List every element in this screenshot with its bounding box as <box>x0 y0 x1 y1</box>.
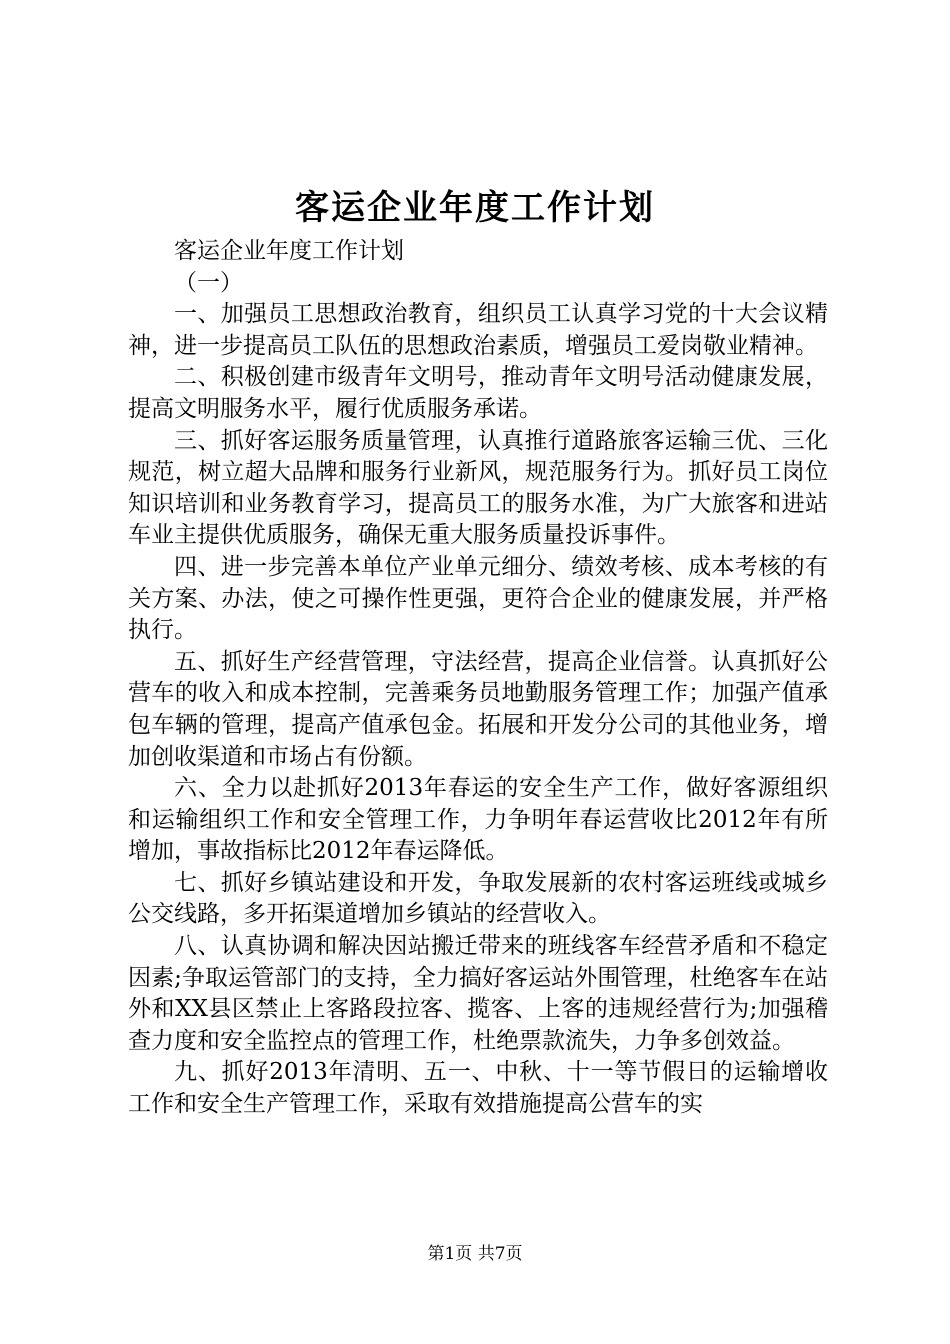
paragraph-subtitle: 客运企业年度工作计划 <box>174 238 404 264</box>
paragraph-item-9: 九、抓好2013年清明、五一、中秋、十一等节假日的运输增收工作和安全生产管理工作，采取有效措施提高公营车的实 <box>128 1059 828 1118</box>
paragraph-item-4: 四、进一步完善本单位产业单元细分、绩效考核、成本考核的有关方案、办法，使之可操作性更强，更符合企业的健康发展，并严格执行。 <box>128 553 828 644</box>
paragraph-item-1: 一、加强员工思想政治教育，组织员工认真学习党的十大会议精神，进一步提高员工队伍的思想政治素质，增强员工爱岗敬业精神。 <box>128 301 828 359</box>
page-number-footer: 第1页 共7页 <box>427 1244 523 1264</box>
paragraph-item-2: 二、积极创建市级青年文明号，推动青年文明号活动健康发展，提高文明服务水平，履行优质服务承诺。 <box>128 364 828 422</box>
paragraph-item-7: 七、抓好乡镇站建设和开发，争取发展新的农村客运班线或城乡公交线路，多开拓渠道增加乡镇站的经营收入。 <box>128 869 828 928</box>
paragraph-section-marker: （一） <box>174 269 243 296</box>
paragraph-item-6: 六、全力以赴抓好2013年春运的安全生产工作，做好客源组织和运输组织工作和安全管理工作，力争明年春运营收比2012年有所增加，事故指标比2012年春运降低。 <box>128 775 828 865</box>
document-body <box>128 236 828 1121</box>
paragraph-item-3: 三、抓好客运服务质量管理，认真推行道路旅客运输三优、三化规范，树立超大品牌和服务行业新风，规范服务行为。抓好员工岗位知识培训和业务教育学习，提高员工的服务水准，为广大旅客和进站车业主提供优质服务，确保无重大服务质量投诉事件。 <box>128 427 828 549</box>
document-title: 客运企业年度工作计划 <box>295 188 655 228</box>
paragraph-item-8: 八、认真协调和解决因站搬迁带来的班线客车经营矛盾和不稳定因素;争取运管部门的支持，全力搞好客运站外围管理，杜绝客车在站外和XX县区禁止上客路段拉客、揽客、上客的违规经营行为;加强稽查力度和安全监控点的管理工作，杜绝票款流失，力争多创效益。 <box>128 933 828 1054</box>
paragraph-item-5: 五、抓好生产经营管理，守法经营，提高企业信誉。认真抓好公营车的收入和成本控制，完善乘务员地勤服务管理工作；加强产值承包车辆的管理，提高产值承包金。拓展和开发分公司的其他业务，增加创收渠道和市场占有份额。 <box>128 648 828 770</box>
